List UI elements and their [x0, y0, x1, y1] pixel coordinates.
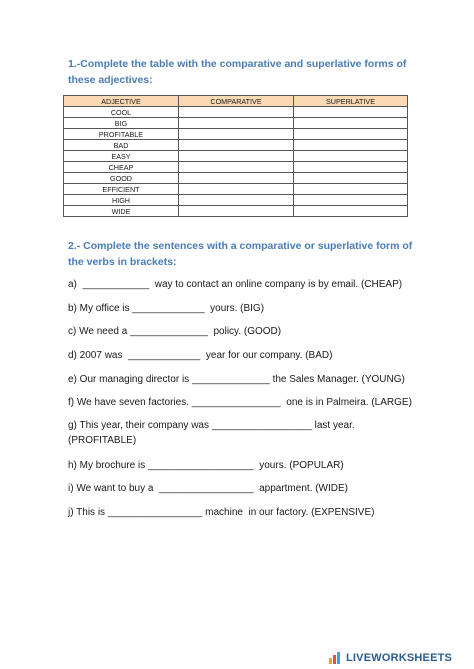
- adjective-cell: COOL: [64, 107, 179, 118]
- adjective-cell: BIG: [64, 118, 179, 129]
- comparative-input-cell[interactable]: [179, 184, 294, 195]
- adjective-cell: CHEAP: [64, 162, 179, 173]
- liveworksheets-logo-icon: [329, 652, 343, 664]
- superlative-input-cell[interactable]: [294, 118, 408, 129]
- liveworksheets-brand: LIVEWORKSHEETS: [346, 652, 453, 664]
- comparative-input-cell[interactable]: [179, 140, 294, 151]
- comparative-input-cell[interactable]: [179, 195, 294, 206]
- liveworksheets-logo[interactable]: [329, 652, 452, 664]
- superlative-input-cell[interactable]: [294, 129, 408, 140]
- comparative-input-cell[interactable]: [179, 173, 294, 184]
- table-row: [64, 129, 408, 140]
- adjective-cell: GOOD: [64, 173, 179, 184]
- exercise-sentence-c[interactable]: c) We need a ______________ policy. (GOOD): [68, 326, 282, 337]
- column-header-comparative: COMPARATIVE: [179, 96, 294, 107]
- table-row: [64, 206, 408, 217]
- adjective-cell: BAD: [64, 140, 179, 151]
- adjective-cell: HIGH: [64, 195, 179, 206]
- comparative-input-cell[interactable]: [179, 206, 294, 217]
- comparative-input-cell[interactable]: [179, 129, 294, 140]
- adjective-cell: WIDE: [64, 206, 179, 217]
- column-header-adjective: ADJECTIVE: [64, 96, 179, 107]
- exercise-sentence-a[interactable]: a) ____________ way to contact an online company is by email. (CHEAP): [68, 279, 403, 290]
- superlative-input-cell[interactable]: [294, 173, 408, 184]
- adjective-cell: EFFICIENT: [64, 184, 179, 195]
- table-row: [64, 107, 408, 118]
- superlative-input-cell[interactable]: [294, 184, 408, 195]
- section1-heading: 1.-Complete the table with the comparative and superlative forms of these adjectives:: [68, 58, 407, 86]
- comparative-input-cell[interactable]: [179, 162, 294, 173]
- table-header-row: [64, 96, 408, 107]
- exercise-sentence-b[interactable]: b) My office is _____________ yours. (BIG): [68, 303, 265, 314]
- superlative-input-cell[interactable]: [294, 151, 408, 162]
- exercise-sentence-j[interactable]: j) This is _________________ machine in our factory. (EXPENSIVE): [68, 507, 375, 518]
- table-row: [64, 162, 408, 173]
- exercise-sentence-e[interactable]: e) Our managing director is ______________ the Sales Manager. (YOUNG): [68, 374, 405, 385]
- exercise-sentence-d[interactable]: d) 2007 was _____________ year for our company. (BAD): [68, 350, 333, 361]
- table-row: [64, 118, 408, 129]
- superlative-input-cell[interactable]: [294, 140, 408, 151]
- adjectives-table: [63, 95, 408, 217]
- superlative-input-cell[interactable]: [294, 195, 408, 206]
- exercise-sentence-i[interactable]: i) We want to buy a _________________ appartment. (WIDE): [68, 483, 348, 494]
- section2-heading: 2.- Complete the sentences with a comparative or superlative form of the verbs in brackets:: [68, 240, 413, 268]
- exercise-sentence-h[interactable]: h) My brochure is ___________________ yours. (POPULAR): [68, 460, 344, 471]
- table-row: [64, 184, 408, 195]
- superlative-input-cell[interactable]: [294, 162, 408, 173]
- superlative-input-cell[interactable]: [294, 206, 408, 217]
- table-row: [64, 151, 408, 162]
- exercise-sentence-g[interactable]: g) This year, their company was __________________ last year. (PROFITABLE): [68, 420, 355, 446]
- exercise-sentence-f[interactable]: f) We have seven factories. ________________ one is in Palmeira. (LARGE): [68, 397, 412, 408]
- table-row: [64, 140, 408, 151]
- column-header-superlative: SUPERLATIVE: [294, 96, 408, 107]
- comparative-input-cell[interactable]: [179, 151, 294, 162]
- superlative-input-cell[interactable]: [294, 107, 408, 118]
- adjective-cell: PROFITABLE: [64, 129, 179, 140]
- adjective-cell: EASY: [64, 151, 179, 162]
- comparative-input-cell[interactable]: [179, 118, 294, 129]
- comparative-input-cell[interactable]: [179, 107, 294, 118]
- table-row: [64, 173, 408, 184]
- table-row: [64, 195, 408, 206]
